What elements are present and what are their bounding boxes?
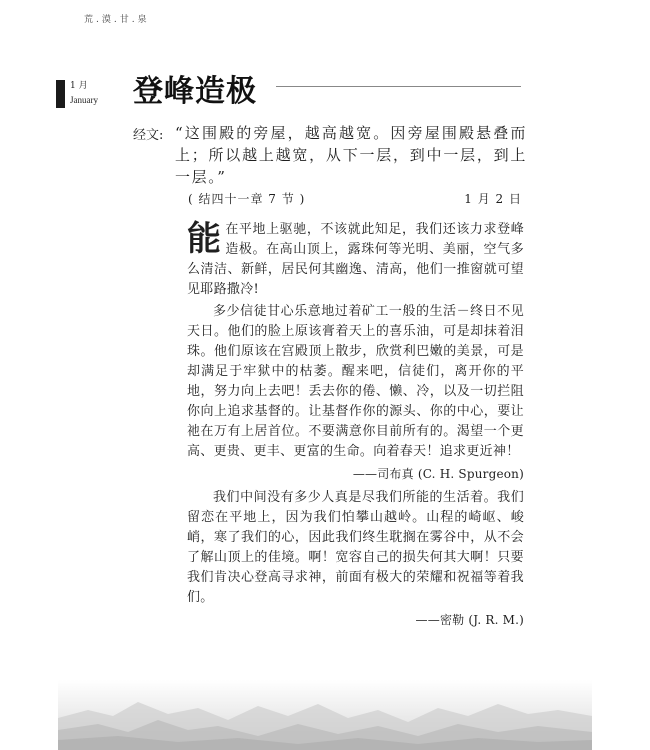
paragraph-1-text: 在平地上驱驰，不该就此知足，我们还该力求登峰造极。在高山顶上，露珠何等光明、美丽，空气多么清洁、新鲜，居民何其幽逸、清高，他们一推窗就可望见耶路撒冷! [187,222,524,297]
paragraph-2-attribution: ——司布真 (C. H. Spurgeon) [352,467,524,481]
scripture-reference: ( 结四十一章 7 节 ) [188,192,306,206]
month-marker [56,80,126,110]
page-title: 登峰造极 [133,74,257,109]
devotional-body [187,220,524,634]
paragraph-1 [187,220,524,300]
entry-date: 1 月 2 日 [464,192,522,206]
month-label-cn: 1 月 [70,81,88,91]
verse-label: 经文: [133,128,164,143]
verse-text: “这围殿的旁屋，越高越宽。因旁屋围殿悬叠而上；所以越上越宽，从下一层，到中一层，到上一层。” [175,124,527,186]
running-head: 荒.漠.甘.泉 [84,15,150,25]
paragraph-3 [187,488,524,608]
paragraph-2-text: 多少信徒甘心乐意地过着矿工一般的生活－终日不见天日。他们的脸上原该膏着天上的喜乐油，可是却抹着泪珠。他们原该在宫殿顶上散步，欣赏利巴嫩的美景，可是却满足于牢狱中的枯萎。醒来吧，信徒们，离开你的平地，努力向上去吧！丢去你的倦、懒、冷，以及一切拦阻你向上追求基督的。让基督作你的源头、你的中心，要让祂在万有上居首位。不要满意你目前所有的。渴望一个更高、更贵、更丰、更富的生命。向着春天！追求更近神！ [187,304,524,459]
month-label-en: January [70,95,98,105]
month-bar [56,80,65,108]
paragraph-3-attribution: ——密勒 (J. R. M.) [415,613,524,627]
mountain-footer-image [58,680,592,750]
drop-cap: 能 [187,219,222,259]
paragraph-3-text: 我们中间没有多少人真是尽我们所能的生活着。我们留恋在平地上，因为我们怕攀山越岭。山程的崎岖、峻峭，寒了我们的心，因此我们终生耽搁在雾谷中，从不会了解山顶上的佳境。啊！宽容自己的损失何其大啊！只要我们肯决心登高寻求神，前面有极大的荣耀和祝福等着我们。 [187,490,524,605]
paragraph-2 [187,302,524,462]
title-rule [276,86,521,87]
